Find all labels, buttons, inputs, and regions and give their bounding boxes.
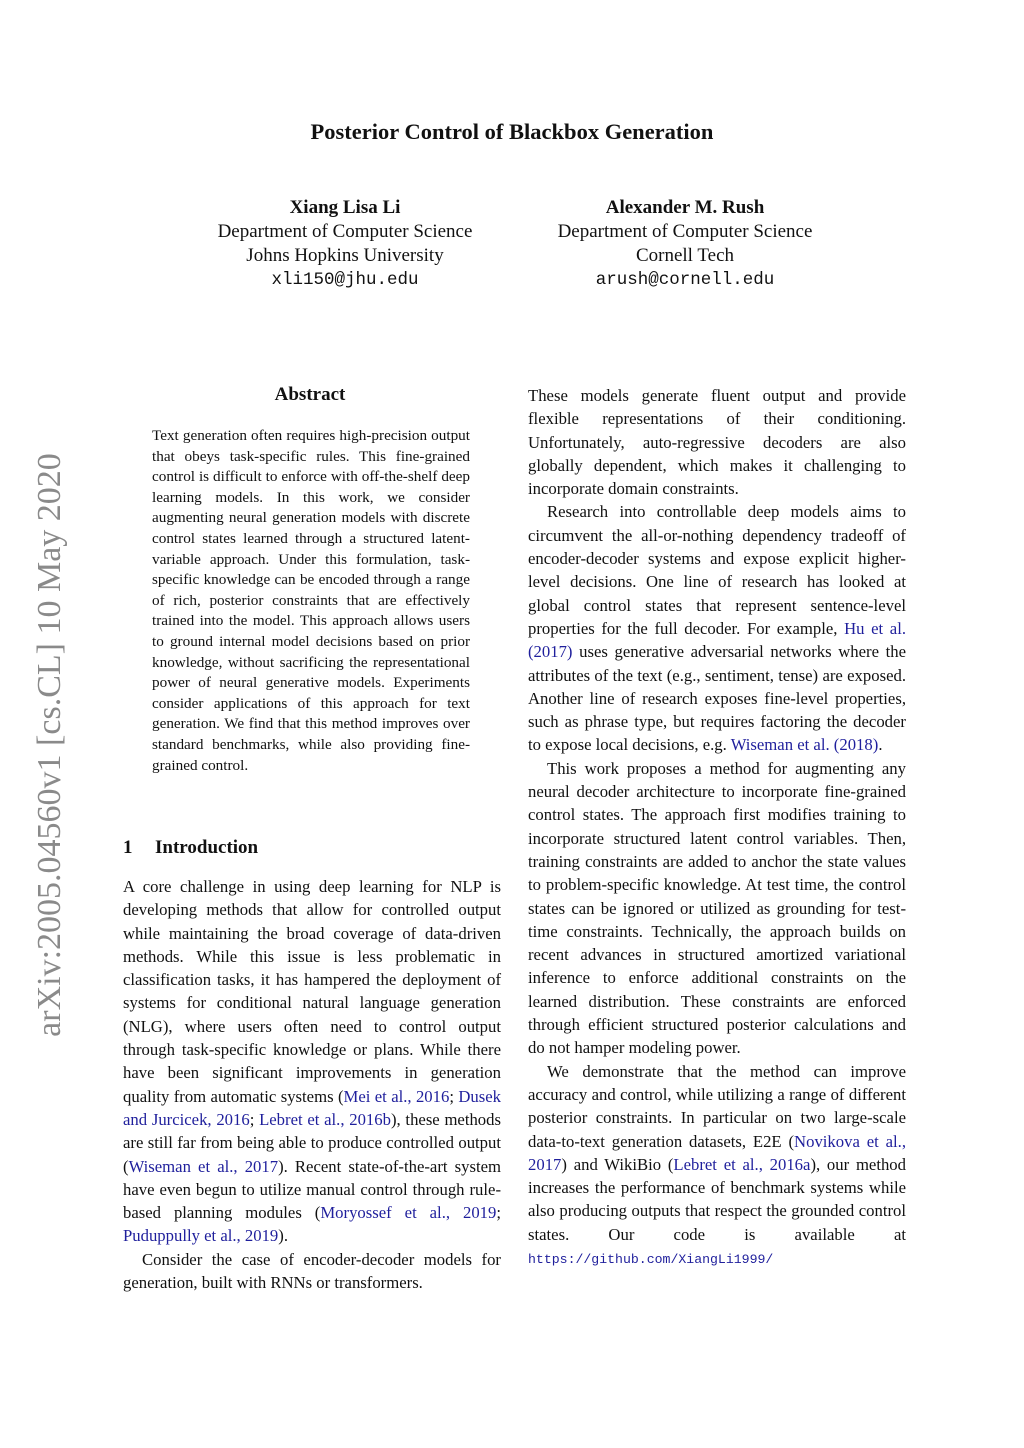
author-email[interactable]: arush@cornell.edu [595, 270, 775, 290]
citation-link[interactable]: Lebret et al., 2016b [259, 1109, 391, 1129]
author-email[interactable]: xli150@jhu.edu [271, 270, 419, 290]
paragraph [528, 1060, 906, 1272]
section-title: Introduction [155, 837, 259, 858]
paragraph: These models generate fluent output and provide flexible representations of their conditioning. Unfortunately, auto-regressive decoders are also globally dependent, which makes it challenging to incorporate domain constraints. [528, 386, 906, 499]
author-institution: Johns Hopkins University [246, 245, 444, 266]
paper-title: Posterior Control of Blackbox Generation [310, 119, 714, 144]
author-department: Department of Computer Science [217, 221, 473, 242]
text-run: uses generative adversarial networks where the attributes of the text (e.g., sentiment, tense) are exposed. Another line of research exposes fine-level properties, such as phrase type, but requires factoring the decoder to expose local decisions, e.g. [528, 642, 906, 755]
citation-link[interactable]: Novikova et al., 2017 [528, 1131, 906, 1174]
code-url-link[interactable]: https://github.com/XiangLi1999/ [528, 1251, 774, 1267]
abstract-heading: Abstract [274, 384, 346, 405]
paragraph: Consider the case of encoder-decoder models for generation, built with RNNs or transformers. [123, 1249, 501, 1293]
text-run: A core challenge in using deep learning for NLP is developing methods that allow for controlled output while maintaining the broad coverage of data-driven methods. While this issue is less problematic in classification tasks, it has hampered the deployment of systems for conditional natural language generation (NLG), where users often need to control output through task-specific knowledge or plans. While there have been significant improvements in generation quality from automatic systems ( [123, 877, 501, 1106]
text-run: ; [449, 1086, 459, 1106]
section-heading [123, 836, 258, 860]
author-name: Alexander M. Rush [605, 197, 765, 218]
text-run: ), these methods are still far from being able to produce controlled output ( [123, 1109, 501, 1176]
paragraph [123, 875, 501, 1248]
text-run: ), our method increases the performance of benchmark systems while also producing outputs that respect the grounded control states. Our code is available at [528, 1154, 906, 1244]
text-run: ). Recent state-of-the-art system have even begun to utilize manual control through rule-based planning modules ( [123, 1156, 501, 1223]
right-column-body [528, 384, 906, 1271]
text-run: ; [249, 1109, 260, 1129]
citation-link[interactable]: Mei et al., 2016 [343, 1086, 450, 1106]
section-number: 1 [123, 837, 133, 858]
citation-link[interactable]: Dusek and Jurcicek, 2016 [123, 1086, 501, 1129]
citation-link[interactable]: Hu et al. (2017) [528, 618, 907, 662]
text-run: ; [496, 1203, 502, 1223]
citation-link[interactable]: Wiseman et al., 2017 [128, 1156, 279, 1176]
author-department: Department of Computer Science [557, 221, 813, 242]
text-run: ) and WikiBio ( [561, 1154, 674, 1174]
author-block [195, 196, 495, 292]
citation-link[interactable]: Puduppully et al., 2019 [123, 1226, 279, 1246]
citation-link[interactable]: Moryossef et al., 2019 [320, 1203, 497, 1223]
paragraph: This work proposes a method for augmenting any neural decoder architecture to incorporate fine-grained control states. The approach first modifies training to incorporate structured latent control variables. Then, training constraints are added to anchor the state values to problem-specific knowledge. At test time, the control states can be ignored or utilized as grounding for test-time constraints. Technically, the approach builds on recent advances in structured amortized variational inference to enforce additional constraints on the learned distribution. These constraints are enforced through efficient structured posterior calculations and do not hamper modeling power. [528, 758, 906, 1058]
text-run: Research into controllable deep models aims to circumvent the all-or-nothing dependency tradeoff of encoder-decoder systems and expose explicit higher-level decisions. One line of research has looked at global control states that represent sentence-level properties for the full decoder. For example, [528, 502, 906, 638]
paragraph [528, 500, 906, 756]
text-run: ). [278, 1226, 289, 1246]
text-run: We demonstrate that the method can improve accuracy and control, while utilizing a range of different posterior constraints. In particular on two large-scale data-to-text generation datasets, E2E ( [528, 1061, 906, 1151]
citation-link[interactable]: Lebret et al., 2016a [673, 1154, 811, 1174]
text-run: . [878, 735, 883, 755]
citation-link[interactable]: Wiseman et al. (2018) [730, 735, 879, 755]
author-name: Xiang Lisa Li [289, 197, 401, 218]
arxiv-stamp [30, 430, 70, 1060]
arxiv-stamp-text: arXiv:2005.04560v1 [cs.CL] 10 May 2020 [31, 453, 68, 1037]
author-institution: Cornell Tech [635, 245, 735, 266]
abstract-text: Text generation often requires high-precision output that obeys task-specific rules. This fine-grained control is difficult to enforce with off-the-shelf deep learning models. In this work, we consider augmenting neural generation models with discrete control states learned through a structured latent-variable approach. Under this formulation, task-specific knowledge can be encoded through a range of rich, posterior constraints that are effectively trained into the model. This approach allows users to ground internal model decisions based on prior knowledge, without sacrificing the representational power of neural generative models. Experiments consider applications of this approach for text generation. We find that this method improves over standard benchmarks, while also providing fine-grained control. [152, 427, 470, 774]
left-column-body [123, 875, 501, 1294]
author-block [535, 196, 835, 292]
